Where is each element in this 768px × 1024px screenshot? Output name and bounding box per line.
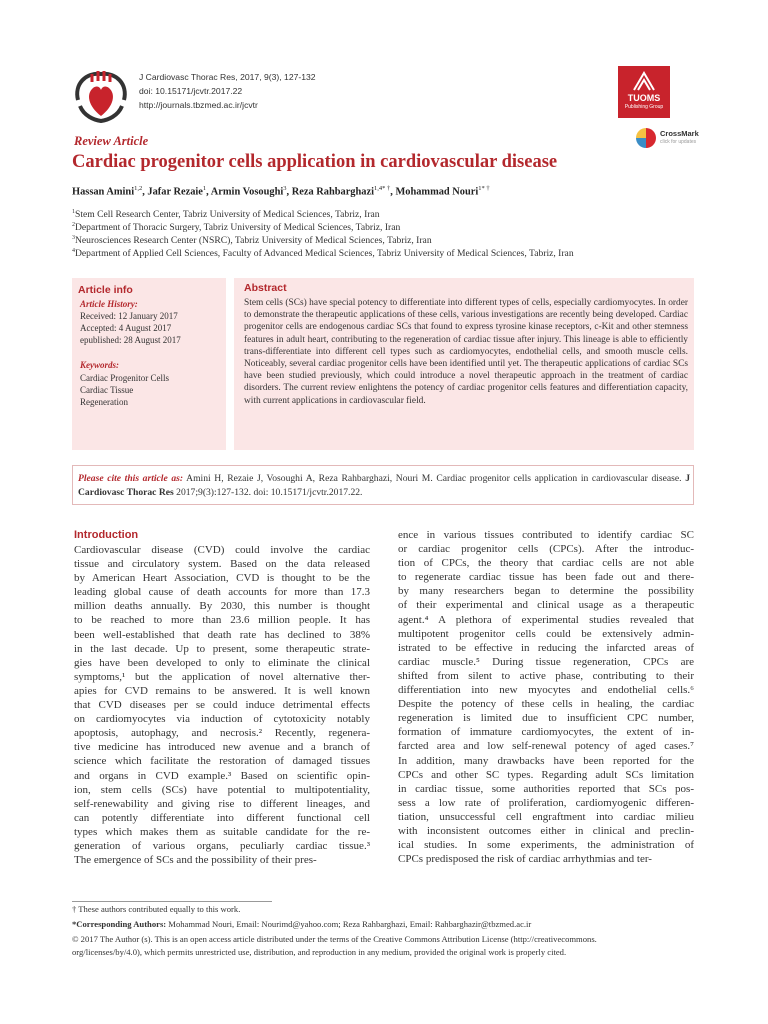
body-text-line: farcted area and low self-renewal potency of aged cases.⁷ [398, 740, 694, 753]
journal-logo-icon [70, 66, 132, 124]
affiliation-4: $^4$Department of Applied Cell Sciences, Faculty of Advanced Medical Sciences, Tabriz University of Medical Sciences, Tabriz, Iran [72, 248, 574, 260]
journal-url-link[interactable]: http://journals.tbzmed.ac.ir/jcvtr [139, 100, 258, 110]
body-text-line: differentiation into new myocytes and endothelial cells.⁶ [398, 684, 694, 697]
body-text-line: and organs in CVD example.³ Based on scientific opin- [74, 769, 370, 782]
body-text-line: gies have been developed to only to eliminate the clinical [74, 656, 370, 669]
history-accepted: Accepted: 4 August 2017 [80, 323, 172, 333]
journal-citation: J Cardiovasc Thorac Res, 2017, 9(3), 127-132 [139, 72, 316, 82]
article-title: Cardiac progenitor cells application in cardiovascular disease [72, 152, 558, 172]
footnote-divider [72, 901, 272, 902]
author-name: Hassan Amini [72, 186, 135, 198]
author-affiliation-marker: 1 [202, 185, 207, 192]
body-text-line: istrated to be effective in reducing the infarcted areas of [398, 641, 694, 654]
body-text-line: can potently differentiate into different functional cell [74, 811, 370, 824]
author-affiliation-marker: 3 [283, 185, 287, 192]
body-text-line: ence in various tissues contributed to identify cardiac SC [398, 529, 694, 541]
body-text-line: in the last decade. Up to present, some therapeutic strate- [74, 642, 370, 655]
body-text-line: formation of immature cardiomyocytes, the extent of in- [398, 726, 694, 739]
body-text-line: apoptosis, autophagy, and necrosis.² Recently, regenera- [74, 727, 370, 740]
publisher-logo-text: TUOMS [627, 93, 661, 103]
body-text-line: multipotent progenitor cells could be extensively admin- [398, 627, 694, 640]
crossmark-badge[interactable] [636, 128, 708, 150]
body-text-line: apies for CVD remains to be answered. It is well known [74, 684, 370, 697]
affiliation-1: $^1$Stem Cell Research Center, Tabriz University of Medical Sciences, Tabriz, Iran [72, 209, 380, 221]
body-text-line: of their experimental and clinical usage as a therapeutic [398, 599, 694, 612]
body-text-line: tion of CPCs, the theory that cardiac cells are not able [398, 557, 694, 570]
keyword-item: Cardiac Tissue [80, 385, 134, 395]
publisher-emblem-icon [632, 70, 656, 92]
body-text-line: on cardiomyocytes via induction of cytotoxicity notably [74, 713, 370, 726]
body-left-column [74, 543, 370, 867]
body-text-line: types which makes them as suitable candidate for the re- [74, 825, 370, 838]
publisher-logo [618, 66, 670, 118]
body-text-line: shifted from silent to active phase, contributing to their [398, 669, 694, 682]
author-name: Reza Rahbarghazi [291, 186, 374, 198]
article-info-panel [72, 278, 226, 450]
body-text-line: tiation, unsuccessful cell engraftment into cardiac milieu [398, 810, 694, 823]
body-text-line: to be reached to more than 23.6 million people. It has [74, 614, 370, 627]
keyword-item: Cardiac Progenitor Cells [80, 373, 169, 383]
footnote-corresponding: *Corresponding Authors: Mohammad Nouri, Email: Nourimd@yahoo.com; Reza Rahbarghazi, Email: Rahbarghazir@tbzmed.ac.ir [72, 919, 532, 929]
author-affiliation-marker: 1,4* † [373, 185, 391, 192]
body-text-line: by American Heart Association, CVD is thought to be the [74, 572, 370, 585]
body-text-line: or cardiac progenitor cells (CPCs). After the introduc- [398, 543, 694, 556]
body-text-line: that CVD diseases per se could induce detrimental effects [74, 699, 370, 712]
body-text-line: science which facilitate the restoration of damaged tissues [74, 755, 370, 768]
body-text-line: leading global cause of death accounts for more than 17.3 [74, 586, 370, 599]
body-text-line: sess a low rate of proliferation, cardiomyogenic differen- [398, 796, 694, 809]
body-text-line: been well-established that death rate has declined to 38% [74, 628, 370, 641]
section-heading-introduction: Introduction [74, 529, 139, 541]
author-name: Mohammad Nouri [395, 186, 479, 198]
body-text-line: Despite the potency of these cells in healing, the cardiac [398, 698, 694, 711]
footnote-equal-contribution: † These authors contributed equally to this work. [72, 904, 241, 914]
author-affiliation-marker: 1* † [478, 185, 490, 192]
article-history-label: Article History: [80, 299, 138, 309]
body-text-line: Cardiovascular disease (CVD) could involve the cardiac [74, 544, 370, 556]
affiliation-2: $^2$Department of Thoracic Surgery, Tabriz University of Medical Sciences, Tabriz, Iran [72, 222, 401, 234]
keyword-item: Regeneration [80, 397, 128, 407]
body-text-line: by many researchers began to determine the possibility [398, 585, 694, 598]
abstract-heading: Abstract [244, 282, 287, 294]
author-list: Hassan Amini$^{1,2}$, Jafar Rezaie$^1$, Armin Vosoughi$^3$, Reza Rahbarghazi$^{1,4* \dagger}$, Mohammad Nouri$^{1* \dagger}$ [72, 185, 490, 198]
crossmark-icon [636, 128, 656, 148]
body-text-line: agent.⁴ A plethora of experimental studies revealed that [398, 613, 694, 626]
citation-text: Please cite this article as: Amini H, Rezaie J, Vosoughi A, Reza Rahbarghazi, Nouri M. Cardiac progenitor cells application in cardiovascular disease. J Cardiovasc Thorac Res 2017;9(3):127-132. doi: 10.15171/jcvtr.2017.22. [78, 473, 690, 498]
crossmark-title: CrossMark [660, 129, 699, 138]
body-text-line: tive medicine has introduced new avenue and a branch of [74, 741, 370, 754]
body-text-line: cardiac muscle.⁵ During tissue regeneration, CPCs are [398, 655, 694, 668]
author-name: Armin Vosoughi [210, 186, 284, 198]
history-received: Received: 12 January 2017 [80, 311, 178, 321]
body-text-line: ical studies. In some experiments, the administration of [398, 839, 694, 852]
citation-label: Please cite this article as: [78, 473, 184, 484]
abstract-text: Stem cells (SCs) have special potency to differentiate into different types of cells, especially cardiomyocytes. In order to demonstrate the therapeutic applications of these cells, various investigations are recently being developed. Cardiac progenitor cells are endogenous cardiac SCs that found to express tyrosine kinase receptors, c-Kit and other stemness features in adult heart, contributing to the regeneration of cardiac tissue after injury. This lineage is able to efficiently trans-differentiate into different cell types such as cardiomyocytes, endothelial cells, and smooth muscle cells. Noticeably, several cardiac progenitor cells have been identified until yet. The therapeutic applications of cardiac SCs have been studied previously, which could introduce a novel therapeutic approach in the treatment of cardiac disorders. The current review enlightens the potency of cardiac progenitor cells features and differentiation capacity, with current applications in cardiovascular field. [244, 298, 688, 406]
body-text-line: in cardiac tissue, some authorities reported that SCs pos- [398, 782, 694, 795]
affiliation-3: $^3$Neurosciences Research Center (NSRC), Tabriz University of Medical Sciences, Tabriz, Iran [72, 235, 432, 247]
body-text-line: to regenerate cardiac tissue has been fade out and there- [398, 571, 694, 584]
body-text-line: CPCs predisposed the risk of cardiac arrhythmias and ter- [398, 853, 652, 866]
corresponding-label: *Corresponding Authors: [72, 919, 167, 929]
journal-doi: doi: 10.15171/jcvtr.2017.22 [139, 86, 243, 96]
article-info-heading: Article info [78, 284, 133, 296]
body-text-line: with inconsistent outcomes either in clinical and preclin- [398, 824, 694, 837]
footnote-license-line-1: © 2017 The Author (s). This is an open access article distributed under the terms of the Creative Commons Attribution License (http://creativecommons. [72, 934, 597, 944]
body-text-line: The emergence of SCs and the possibility of their pres- [74, 854, 317, 867]
author-name: Jafar Rezaie [147, 186, 203, 198]
body-text-line: self-renewability and giving rise to different lineages, and [74, 797, 370, 810]
body-text-line: In addition, many drawbacks have been reported for the [398, 754, 694, 767]
author-affiliation-marker: 1,2 [134, 185, 143, 192]
body-text-line: ion, stem cells (SCs) have potential to multipotentiality, [74, 783, 370, 796]
body-text-line: million deaths annually. By 2030, this number is thought [74, 600, 370, 613]
footnote-license-line-2: org/licenses/by/4.0), which permits unrestricted use, distribution, and reproduction in any medium, provided the original work is properly cited. [72, 947, 567, 957]
body-right-column [398, 528, 694, 866]
publisher-logo-subtext: Publishing Group [624, 104, 664, 110]
body-text-line: CPCs and other SC types. Regarding adult SCs limitation [398, 768, 694, 781]
crossmark-subtitle: click for updates [660, 139, 697, 145]
keywords-label: Keywords: [80, 360, 119, 370]
article-type: Review Article [74, 134, 149, 148]
body-text-line: symptoms,¹ but the application of novel alternative ther- [74, 670, 370, 683]
body-text-line: regeneration is limited due to insufficient CPC number, [398, 712, 694, 725]
body-text-line: generation of various organs, peculiarly cardiac tissue.³ [74, 839, 370, 852]
history-epublished: epublished: 28 August 2017 [80, 335, 181, 345]
citation-journal: J Cardiovasc Thorac Res [78, 473, 690, 498]
body-text-line: tissue and circulatory system. Based on the data released [74, 558, 370, 571]
